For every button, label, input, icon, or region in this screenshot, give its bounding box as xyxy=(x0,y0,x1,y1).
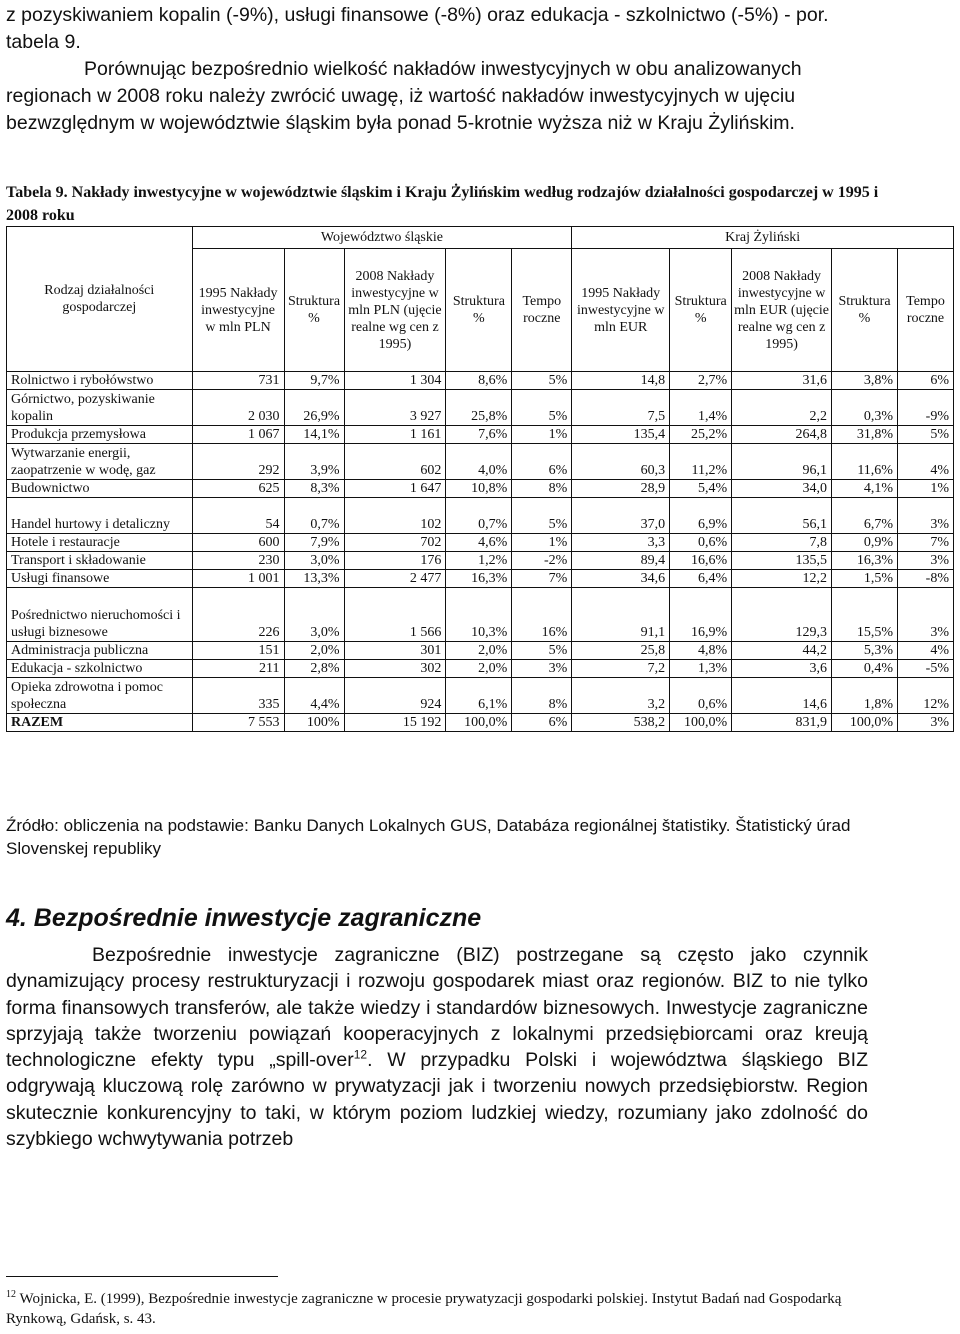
row-label: Rolnictwo i rybołówstwo xyxy=(7,372,193,390)
table-cell: 831,9 xyxy=(732,714,832,732)
table-cell: 7,2 xyxy=(572,660,670,678)
row-label: Handel hurtowy i detaliczny xyxy=(7,498,193,534)
table-cell: 264,8 xyxy=(732,426,832,444)
header-group-slaskie: Województwo śląskie xyxy=(192,227,572,249)
section-paragraph xyxy=(6,942,868,1152)
table-cell: 3,6 xyxy=(732,660,832,678)
row-label: Opieka zdrowotna i pomoc społeczna xyxy=(7,678,193,714)
header-pl-tempo: Tempo roczne xyxy=(512,249,572,372)
table-cell: 1,3% xyxy=(670,660,732,678)
section-body xyxy=(6,942,868,1152)
table-cell: 6,7% xyxy=(832,498,898,534)
table-cell: 16,9% xyxy=(670,588,732,642)
table-cell: -5% xyxy=(897,660,953,678)
table-cell: 2,0% xyxy=(446,660,512,678)
table-cell: 1% xyxy=(512,426,572,444)
table-cell: 4,6% xyxy=(446,534,512,552)
table-cell: 3% xyxy=(897,588,953,642)
table-cell: 3,3 xyxy=(572,534,670,552)
table-cell: 1,2% xyxy=(446,552,512,570)
row-label: Edukacja - szkolnictwo xyxy=(7,660,193,678)
table-cell: 3,9% xyxy=(284,444,344,480)
table-row xyxy=(7,714,954,732)
table-cell: 7 553 xyxy=(192,714,284,732)
header-pl-struktura-1995: Struktura % xyxy=(284,249,344,372)
table-cell: 37,0 xyxy=(572,498,670,534)
table-cell: 7% xyxy=(512,570,572,588)
table-row xyxy=(7,480,954,498)
table-cell: 96,1 xyxy=(732,444,832,480)
table-cell: 702 xyxy=(344,534,446,552)
table-cell: 211 xyxy=(192,660,284,678)
row-label: Wytwarzanie energii, zaopatrzenie w wodę, gaz xyxy=(7,444,193,480)
table-cell: 600 xyxy=(192,534,284,552)
table-cell: 6% xyxy=(512,714,572,732)
table-cell: 3% xyxy=(512,660,572,678)
table-cell: 129,3 xyxy=(732,588,832,642)
table-cell: 2,0% xyxy=(284,642,344,660)
table-cell: 7,8 xyxy=(732,534,832,552)
table-row xyxy=(7,498,954,534)
table-cell: 0,3% xyxy=(832,390,898,426)
row-label: RAZEM xyxy=(7,714,193,732)
table-cell: 11,2% xyxy=(670,444,732,480)
table-cell: 54 xyxy=(192,498,284,534)
table-cell: 5% xyxy=(512,498,572,534)
row-label: Transport i składowanie xyxy=(7,552,193,570)
table-cell: 3,2 xyxy=(572,678,670,714)
intro-line: z pozyskiwaniem kopalin (-9%), usługi finansowe (-8%) oraz edukacja - szkolnictwo (-5%) - por. tabela 9. xyxy=(6,4,829,53)
table-body xyxy=(7,372,954,732)
table-cell: 1,8% xyxy=(832,678,898,714)
table-cell: 15,5% xyxy=(832,588,898,642)
table-cell: 2 477 xyxy=(344,570,446,588)
table-row xyxy=(7,534,954,552)
table-cell: 4% xyxy=(897,444,953,480)
table-cell: 1 566 xyxy=(344,588,446,642)
row-label: Produkcja przemysłowa xyxy=(7,426,193,444)
row-label: Pośrednictwo nieruchomości i usługi biznesowe xyxy=(7,588,193,642)
table-row xyxy=(7,570,954,588)
footnote xyxy=(6,1285,886,1329)
footnote-divider xyxy=(6,1276,278,1277)
table-cell: 16% xyxy=(512,588,572,642)
table-cell: 16,3% xyxy=(446,570,512,588)
table-cell: 538,2 xyxy=(572,714,670,732)
table-cell: 1 001 xyxy=(192,570,284,588)
row-label: Hotele i restauracje xyxy=(7,534,193,552)
table-cell: 2 030 xyxy=(192,390,284,426)
table-cell: 6% xyxy=(897,372,953,390)
table-cell: 6,4% xyxy=(670,570,732,588)
table-caption: Tabela 9. Nakłady inwestycyjne w województwie śląskim i Kraju Żylińskim według rodzajów działalności gospodarczej w 1995 i 2008 roku xyxy=(6,184,879,224)
table-cell: 8,3% xyxy=(284,480,344,498)
table-cell: 12,2 xyxy=(732,570,832,588)
table-row xyxy=(7,552,954,570)
table-cell: 301 xyxy=(344,642,446,660)
intro-paragraph xyxy=(6,2,868,137)
table-cell: 89,4 xyxy=(572,552,670,570)
table-cell: 0,6% xyxy=(670,678,732,714)
table-cell: 226 xyxy=(192,588,284,642)
table-cell: 4% xyxy=(897,642,953,660)
table-cell: 230 xyxy=(192,552,284,570)
table-cell: 1,4% xyxy=(670,390,732,426)
table-cell: 5,4% xyxy=(670,480,732,498)
table-cell: 335 xyxy=(192,678,284,714)
table-cell: 100,0% xyxy=(832,714,898,732)
table-cell: 100% xyxy=(284,714,344,732)
table-cell: 8% xyxy=(512,480,572,498)
table-cell: 2,8% xyxy=(284,660,344,678)
table-cell: 924 xyxy=(344,678,446,714)
table-cell: 135,5 xyxy=(732,552,832,570)
table-cell: 5% xyxy=(897,426,953,444)
table-cell: 302 xyxy=(344,660,446,678)
section-heading: 4. Bezpośrednie inwestycje zagraniczne xyxy=(6,904,482,932)
table-row xyxy=(7,660,954,678)
paragraph-text-start: Bezpośrednie inwestycje zagraniczne (BIZ) postrzegane są często jako czynnik dynamizujący procesy restrukturyzacji i rozwoju gospodarek miast oraz regionów. BIZ to nie tylko forma finansowych transferów, ale także wiedzy i standardów biznesowych. Inwestycje zagraniczne sprzyjają także tworzeniu powiązań kooperacyjnych z lokalnymi przedsiębiorcami oraz kreują technologiczne efekty typu „spill-over xyxy=(6,944,868,1072)
header-sk-struktura-2008: Struktura % xyxy=(832,249,898,372)
table-cell: 7,9% xyxy=(284,534,344,552)
table-cell: 3% xyxy=(897,498,953,534)
row-label: Budownictwo xyxy=(7,480,193,498)
table-cell: 7% xyxy=(897,534,953,552)
table-cell: 176 xyxy=(344,552,446,570)
table-cell: 602 xyxy=(344,444,446,480)
table-cell: 44,2 xyxy=(732,642,832,660)
table-cell: 102 xyxy=(344,498,446,534)
table-row xyxy=(7,588,954,642)
table-cell: 6% xyxy=(512,444,572,480)
table-cell: 34,0 xyxy=(732,480,832,498)
table-cell: 10,8% xyxy=(446,480,512,498)
table-cell: -8% xyxy=(897,570,953,588)
table-cell: 10,3% xyxy=(446,588,512,642)
table-cell: 31,6 xyxy=(732,372,832,390)
table-cell: 0,7% xyxy=(446,498,512,534)
table-cell: 1 647 xyxy=(344,480,446,498)
table-cell: 3,0% xyxy=(284,552,344,570)
table-cell: 5% xyxy=(512,642,572,660)
table-cell: 3% xyxy=(897,714,953,732)
table-cell: 4,0% xyxy=(446,444,512,480)
table-cell: 135,4 xyxy=(572,426,670,444)
footnote-reference[interactable]: 12 xyxy=(353,1047,368,1062)
table-cell: 3,0% xyxy=(284,588,344,642)
table-cell: 7,6% xyxy=(446,426,512,444)
table-cell: 0,9% xyxy=(832,534,898,552)
table-cell: 2,2 xyxy=(732,390,832,426)
table-cell: 100,0% xyxy=(670,714,732,732)
table-cell: 4,1% xyxy=(832,480,898,498)
table-cell: 14,6 xyxy=(732,678,832,714)
table-row xyxy=(7,390,954,426)
table-cell: 91,1 xyxy=(572,588,670,642)
table-cell: 60,3 xyxy=(572,444,670,480)
table-cell: 5% xyxy=(512,372,572,390)
table-cell: 0,6% xyxy=(670,534,732,552)
table-cell: 34,6 xyxy=(572,570,670,588)
table-cell: 731 xyxy=(192,372,284,390)
table-cell: 5% xyxy=(512,390,572,426)
table-cell: 31,8% xyxy=(832,426,898,444)
table-row xyxy=(7,678,954,714)
intro-comparison-paragraph: Porównując bezpośrednio wielkość nakładów inwestycyjnych w obu analizowanych regionach w 2008 roku należy zwrócić uwagę, iż wartość nakładów inwestycyjnych w ujęciu bezwzględnym w województwie śląskim była ponad 5-krotnie wyższa niż w Kraju Żylińskim. xyxy=(6,58,802,134)
table-cell: 15 192 xyxy=(344,714,446,732)
table-row xyxy=(7,426,954,444)
table-cell: 11,6% xyxy=(832,444,898,480)
table-cell: 2,0% xyxy=(446,642,512,660)
table-cell: 100,0% xyxy=(446,714,512,732)
table-cell: 1 067 xyxy=(192,426,284,444)
table-cell: 56,1 xyxy=(732,498,832,534)
table-cell: 1% xyxy=(897,480,953,498)
table-cell: 9,7% xyxy=(284,372,344,390)
table-cell: 625 xyxy=(192,480,284,498)
header-pl-struktura-2008: Struktura % xyxy=(446,249,512,372)
paragraph-text-end: . W przypadku Polski i województwa śląskiego BIZ odgrywają kluczową rolę zarówno w prywatyzacji jak i tworzeniu nowych przedsiębiorstw. Region skutecznie konkurencyjny to taki, w którym poziom ludzkiej wiedzy, rozumiany jako zdolność do szybkiego wchwytywania potrzeb xyxy=(6,1049,868,1151)
row-label: Górnictwo, pozyskiwanie kopalin xyxy=(7,390,193,426)
table-cell: 3,8% xyxy=(832,372,898,390)
investment-table xyxy=(6,226,954,732)
table-cell: 2,7% xyxy=(670,372,732,390)
table-cell: 6,9% xyxy=(670,498,732,534)
footnote-number: 12 xyxy=(6,1289,16,1300)
header-sk-1995: 1995 Nakłady inwestycyjne w mln EUR xyxy=(572,249,670,372)
header-sk-struktura-1995: Struktura % xyxy=(670,249,732,372)
table-cell: 6,1% xyxy=(446,678,512,714)
table-cell: 1 304 xyxy=(344,372,446,390)
table-cell: 13,3% xyxy=(284,570,344,588)
table-cell: 25,2% xyxy=(670,426,732,444)
table-cell: 3 927 xyxy=(344,390,446,426)
row-label: Administracja publiczna xyxy=(7,642,193,660)
table-cell: 16,6% xyxy=(670,552,732,570)
table-row xyxy=(7,642,954,660)
table-cell: 0,7% xyxy=(284,498,344,534)
header-pl-1995: 1995 Nakłady inwestycyjne w mln PLN xyxy=(192,249,284,372)
table-row xyxy=(7,372,954,390)
header-pl-2008: 2008 Nakłady inwestycyjne w mln PLN (ujęcie realne wg cen z 1995) xyxy=(344,249,446,372)
table-cell: 1 161 xyxy=(344,426,446,444)
table-cell: 25,8% xyxy=(446,390,512,426)
header-rodzaj: Rodzaj działalności gospodarczej xyxy=(7,227,193,372)
table-cell: 8% xyxy=(512,678,572,714)
table-cell: 5,3% xyxy=(832,642,898,660)
table-cell: 12% xyxy=(897,678,953,714)
table-cell: 0,4% xyxy=(832,660,898,678)
row-label: Usługi finansowe xyxy=(7,570,193,588)
table-cell: 4,8% xyxy=(670,642,732,660)
table-cell: 14,8 xyxy=(572,372,670,390)
table-row xyxy=(7,444,954,480)
table-cell: 3% xyxy=(897,552,953,570)
table-cell: 1,5% xyxy=(832,570,898,588)
table-cell: 4,4% xyxy=(284,678,344,714)
table-cell: 25,8 xyxy=(572,642,670,660)
table-cell: 8,6% xyxy=(446,372,512,390)
table-cell: 7,5 xyxy=(572,390,670,426)
header-sk-2008: 2008 Nakłady inwestycyjne w mln EUR (ujęcie realne wg cen z 1995) xyxy=(732,249,832,372)
table-cell: -2% xyxy=(512,552,572,570)
table-cell: 16,3% xyxy=(832,552,898,570)
header-group-zylinski: Kraj Żyliński xyxy=(572,227,954,249)
table-cell: -9% xyxy=(897,390,953,426)
table-source: Źródło: obliczenia na podstawie: Banku Danych Lokalnych GUS, Databáza regionálnej štatistiky. Štatistický úrad Slovenskej republiky xyxy=(6,816,851,858)
footnote-text: Wojnicka, E. (1999), Bezpośrednie inwestycje zagraniczne w procesie prywatyzacji gospodarki polskiej. Instytut Badań nad Gospodarką Rynkową, Gdańsk, s. 43. xyxy=(6,1291,842,1327)
table-cell: 26,9% xyxy=(284,390,344,426)
table-cell: 28,9 xyxy=(572,480,670,498)
table-cell: 1% xyxy=(512,534,572,552)
table-cell: 14,1% xyxy=(284,426,344,444)
table-cell: 292 xyxy=(192,444,284,480)
header-sk-tempo: Tempo roczne xyxy=(897,249,953,372)
table-cell: 151 xyxy=(192,642,284,660)
